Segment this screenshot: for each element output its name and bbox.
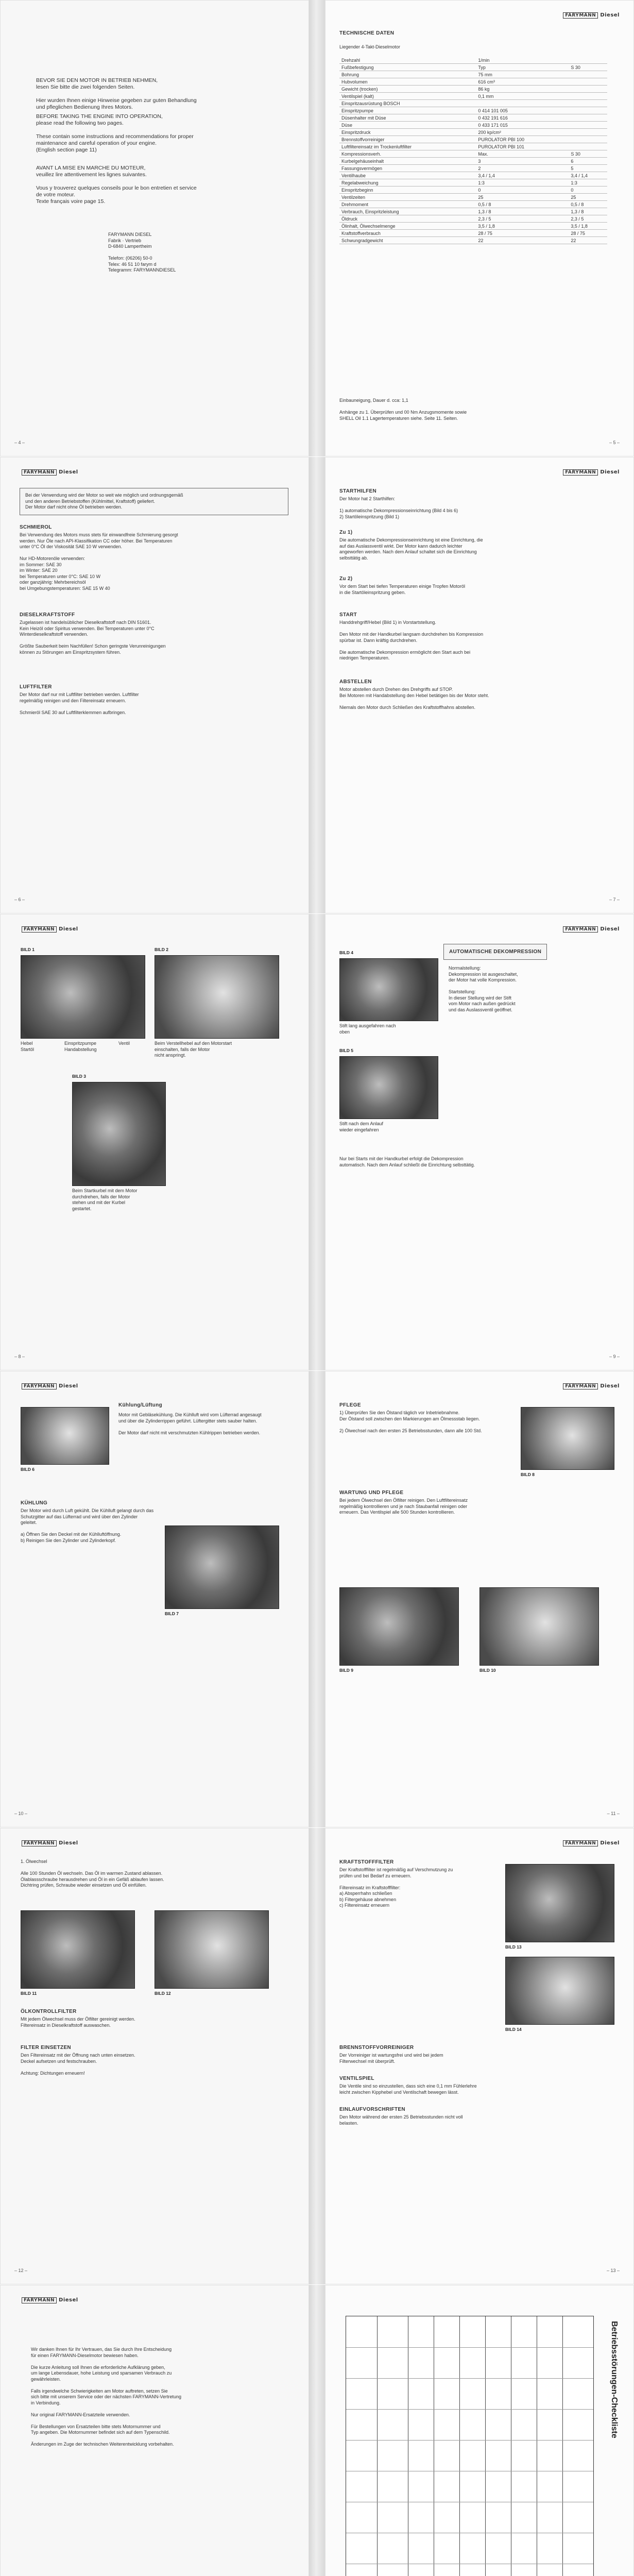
spec-cell <box>569 129 607 136</box>
page-4 <box>0 0 309 456</box>
spec-cell: Ölinhalt, Ölwechselmenge <box>339 223 476 230</box>
spread-2 <box>0 457 634 913</box>
table-rule <box>377 2316 378 2576</box>
section-banner: AUTOMATISCHE DEKOMPRESSION <box>443 944 547 960</box>
spec-cell: 0 414 101 005 <box>476 107 569 114</box>
page-number: – 11 – <box>607 1811 620 1816</box>
section-heading: Kühlung/Lüftung <box>118 1402 163 1408</box>
spread-4 <box>0 1371 634 1827</box>
spec-row <box>339 201 607 208</box>
spec-cell: 3,4 / 1,4 <box>569 172 607 179</box>
spec-cell: 2,3 / 5 <box>476 215 569 223</box>
spec-cell <box>569 71 607 78</box>
page-14 <box>0 2285 309 2576</box>
section-heading: DIESELKRAFTSTOFF <box>20 612 75 618</box>
page-13 <box>325 1828 634 2284</box>
spec-cell: 0,5 / 8 <box>476 201 569 208</box>
spec-cell: Fassungsvermögen <box>339 165 476 172</box>
brand-logo <box>22 1840 78 1846</box>
spec-row <box>339 179 607 187</box>
tech-data-footer: Einbauneigung, Dauer d. cca: 1,1 Anhänge zu 1. Überprüfen und 00 Nm Anzugsmomente sowie SHELL Oil 1.1 Lagertemperaturen siehe. Seite 11. Seiten. <box>339 398 467 421</box>
section-heading: KRAFTSTOFFFILTER <box>339 1859 394 1865</box>
body-text: Der Kraftstofffilter ist regelmäßig auf Verschmutzung zu prüfen und bei Bedarf zu erneuern. Filtereinsatz im Kraftstofffilter: a) Absperrhahn schließen b) Filtergehäuse abnehmen c) Filtereinsatz erneuern <box>339 1867 453 1908</box>
page-10 <box>0 1371 309 1827</box>
spec-cell: Verbrauch, Einspritzleistung <box>339 208 476 215</box>
spec-cell: Kraftstoffverbrauch <box>339 230 476 237</box>
section-heading: ABSTELLEN <box>339 679 372 685</box>
spec-cell: 5 <box>569 165 607 172</box>
spec-cell: 25 <box>476 194 569 201</box>
figure-caption: BILD 9 <box>339 1668 353 1673</box>
body-text: 1. Ölwechsel Alle 100 Stunden Öl wechseln. Das Öl im warmen Zustand ablassen. Ölablassschraube herausdrehen und Öl in ein Gefäß ablaufen lassen. Dichtring prüfen, Schraube wieder einsetzen und Öl einfüllen. <box>21 1859 164 1888</box>
spec-row <box>339 114 607 122</box>
body-text: Den Motor während der ersten 25 Betriebsstunden nicht voll belasten. <box>339 2114 463 2126</box>
body-text: Der Vorreiniger ist wartungsfrei und wird bei jedem Filterwechsel mit überprüft. <box>339 2053 443 2064</box>
gutter <box>309 1828 325 2284</box>
intro-fr: AVANT LA MISE EN MARCHE DU MOTEUR, veuillez lire attentivement les lignes suivantes. Vous y trouverez quelques conseils pour le bon entretien et service de votre moteur. Texte français voire page 15. <box>36 165 197 205</box>
body-text: Die Ventile sind so einzustellen, dass sich eine 0,1 mm Fühlerlehre leicht zwischen Kipphebel und Ventilschaft bewegen lässt. <box>339 2083 477 2095</box>
spec-cell: Regelabweichung <box>339 179 476 187</box>
spec-cell <box>569 143 607 150</box>
gutter <box>309 457 325 913</box>
body-text: Normalstellung: Dekompression ist ausgeschaltet, der Motor hat volle Kompression. Startstellung: In dieser Stellung wird der Stift vom Motor nach außen gedrückt und das Auslassventil geöffnet. <box>449 965 518 1012</box>
gutter <box>309 2285 325 2576</box>
spec-cell: Kurbelgehäuseinhalt <box>339 158 476 165</box>
spec-cell <box>569 86 607 93</box>
engine-photo <box>21 1910 135 1989</box>
brand-mark: FARYMANN <box>22 926 57 933</box>
spec-cell: Düsenhalter mit Düse <box>339 114 476 122</box>
page-number: – 4 – <box>14 440 25 445</box>
section-heading: Zu 2) <box>339 576 353 582</box>
page-number: – 10 – <box>14 1811 28 1816</box>
spec-cell: 1/min <box>476 57 569 64</box>
spec-cell: Fußbefestigung <box>339 64 476 71</box>
brand-word: Diesel <box>59 1383 78 1389</box>
section-text: Motor abstellen durch Drehen des Drehgriffs auf STOP. Bei Motoren mit Handabstellung den Hebel betätigen bis der Motor steht. Niemals den Motor durch Schließen des Kraftstoffhahns abstellen. <box>339 687 489 710</box>
spec-row <box>339 93 607 100</box>
figure-caption: BILD 6 <box>21 1467 35 1472</box>
spec-row <box>339 86 607 93</box>
spec-cell: 86 kg <box>476 86 569 93</box>
engine-photo <box>505 1864 614 1942</box>
spec-cell <box>476 100 569 107</box>
table-rule <box>346 2378 593 2379</box>
spec-cell: 0 433 171 015 <box>476 122 569 129</box>
spec-cell: 75 mm <box>476 71 569 78</box>
section-heading: ÖLKONTROLLFILTER <box>21 2009 77 2014</box>
brand-mark: FARYMANN <box>22 1840 57 1846</box>
figure-caption: BILD 11 <box>21 1991 37 1996</box>
spec-row <box>339 215 607 223</box>
spec-cell: 2,3 / 5 <box>569 215 607 223</box>
spec-row <box>339 187 607 194</box>
spec-cell: Typ <box>476 64 569 71</box>
figure-text: Stift nach dem Anlauf wieder eingefahren <box>339 1121 384 1132</box>
spec-cell: Drehzahl <box>339 57 476 64</box>
page-number: – 13 – <box>606 2268 620 2273</box>
brand-logo <box>563 12 620 19</box>
page-number: – 12 – <box>14 2268 28 2273</box>
intro-de: BEVOR SIE DEN MOTOR IN BETRIEB NEHMEN, lesen Sie bitte die zwei folgenden Seiten. Hier wurden Ihnen einige Hinweise gegeben zur guten Behandlung und pfleglichen Bedienung Ihres Motors. <box>36 77 197 110</box>
engine-photo <box>479 1587 599 1666</box>
spec-cell: 22 <box>476 237 569 244</box>
brand-mark: FARYMANN <box>22 2297 57 2303</box>
spec-cell: Einspritzdruck <box>339 129 476 136</box>
brand-logo <box>563 1383 620 1389</box>
body-text: Der Motor wird durch Luft gekühlt. Die Kühlluft gelangt durch das Schutzgitter auf das Lüfterrad und wird über den Zylinder geleitet. a) Öffnen Sie den Deckel mit der Kühlluftöffnung. b) Reinigen Sie den Zylinder und Zylinderkopf. <box>21 1508 154 1543</box>
spec-cell: Ventilhaube <box>339 172 476 179</box>
gutter <box>309 914 325 1370</box>
engine-photo <box>339 958 438 1021</box>
page-12 <box>0 1828 309 2284</box>
section-heading: Zu 1) <box>339 530 353 535</box>
body-text: Motor mit Gebläsekühlung. Die Kühlluft wird vom Lüfterrad angesaugt und über die Zylinderrippen geführt. Lüftergitter stets sauber halten. Der Motor darf nicht mit verschmutzten Kühlrippen betrieben werden. <box>118 1412 262 1435</box>
brand-word: Diesel <box>600 1840 620 1846</box>
spec-cell: 1:3 <box>569 179 607 187</box>
intro-en: BEFORE TAKING THE ENGINE INTO OPERATION, please read the following two pages. These contain some instructions and recommendations for proper maintenance and careful operation of your engine. (English section page 11) <box>36 113 194 153</box>
spec-cell: 1,3 / 8 <box>569 208 607 215</box>
engine-photo <box>21 955 145 1039</box>
spec-cell <box>569 78 607 86</box>
brand-logo <box>22 469 78 476</box>
brand-word: Diesel <box>600 469 620 475</box>
gutter <box>309 0 325 456</box>
spec-row <box>339 223 607 230</box>
spec-cell: Einspritzausrüstung BOSCH <box>339 100 476 107</box>
spec-cell <box>569 57 607 64</box>
engine-photo <box>21 1407 109 1465</box>
spec-cell <box>569 136 607 143</box>
callout-label: Hebel Startöl <box>21 1041 35 1052</box>
spec-row <box>339 136 607 143</box>
spec-cell: 3 <box>476 158 569 165</box>
spec-cell: 1:3 <box>476 179 569 187</box>
brand-logo <box>22 926 78 933</box>
engine-photo <box>155 955 279 1039</box>
figure-caption: BILD 1 <box>21 947 35 952</box>
spec-cell: Bohrung <box>339 71 476 78</box>
figure-text: Beim Verstellhebel auf den Motorstart einschalten, falls der Motor nicht anspringt. <box>155 1041 232 1058</box>
spec-cell <box>569 93 607 100</box>
engine-photo <box>339 1056 438 1119</box>
page-11 <box>325 1371 634 1827</box>
spec-cell <box>569 122 607 129</box>
spec-cell: Einspritzpumpe <box>339 107 476 114</box>
spec-cell: 2 <box>476 165 569 172</box>
brand-logo <box>563 469 620 476</box>
brand-word: Diesel <box>59 2297 78 2303</box>
section-heading: WARTUNG UND PFLEGE <box>339 1490 404 1496</box>
section-text: Der Motor darf nur mit Luftfilter betrieben werden. Luftfilter regelmäßig reinigen und den Filtereinsatz erneuern. Schmieröl SAE 30 auf Luftfilterklemmen aufbringen. <box>20 692 139 715</box>
section-text: Der Motor hat 2 Starthilfen: 1) automatische Dekompressionseinrichtung (Bild 4 bis 6) 2) Startöleinspritzung (Bild 1) <box>339 496 458 519</box>
spec-cell: 3,5 / 1,8 <box>569 223 607 230</box>
brand-word: Diesel <box>59 926 78 932</box>
spec-cell: S 30 <box>569 64 607 71</box>
figure-caption: BILD 7 <box>165 1611 179 1616</box>
table-rule <box>485 2316 486 2576</box>
brand-word: Diesel <box>600 926 620 932</box>
intro-box: Bei der Verwendung wird der Motor so weit wie möglich und ordnungsgemäß und den anderen Betriebstoffen (Kühlmittel, Kraftstoff) geliefert. Der Motor darf nicht ohne Öl betrieben werden. <box>20 488 288 515</box>
section-heading: BRENNSTOFFVORREINIGER <box>339 2045 414 2050</box>
body-text: Den Filtereinsatz mit der Öffnung nach unten einsetzen. Deckel aufsetzen und festschrauben. Achtung: Dichtungen erneuern! <box>21 2053 135 2076</box>
spec-row <box>339 107 607 114</box>
page-7 <box>325 457 634 913</box>
spec-cell: Hubvolumen <box>339 78 476 86</box>
spec-row <box>339 71 607 78</box>
section-heading: KÜHLUNG <box>21 1500 48 1506</box>
figure-caption: BILD 13 <box>505 1944 522 1950</box>
brand-mark: FARYMANN <box>22 1383 57 1389</box>
figure-text: Beim Startkurbel mit dem Motor durchdrehen, falls der Motor stehen und mit der Kurbel gestartet. <box>72 1188 138 1211</box>
section-heading: FILTER EINSETZEN <box>21 2045 71 2050</box>
spec-cell: Kompressionsverh. <box>339 150 476 158</box>
section-text: Bei Verwendung des Motors muss stets für einwandfreie Schmierung gesorgt werden. Nur Öle nach API-Klassifikation CC oder höher. Bei Temperaturen unter 0°C Öl der Viskosität SAE 10 W verwenden. Nur HD-Motorenöle verwenden: im Sommer: SAE 30 im Winter: SAE 20 bei Temperaturen unter 0°C: SAE 10 W oder ganzjährig: Mehrbereichsöl bei Umgebungstemperaturen: SAE 15 W 40 <box>20 532 178 591</box>
closing-text: Wir danken Ihnen für Ihr Vertrauen, das Sie durch Ihre Entscheidung für einen FARYMANN-Dieselmotor bewiesen haben. Die kurze Anleitung soll Ihnen die erforderliche Aufklärung geben, um lange Lebensdauer, hohe Leistung und sparsamen Verbrauch zu gewährleisten. Falls irgendwelche Schwierigkeiten am Motor auftreten, setzen Sie sich bitte mit unserem Service oder der nächsten FARYMANN-Vertretung in Verbindung. Nur original FARYMANN-Ersatzteile verwenden. Für Bestellungen von Ersatzteilen bitte stets Motornummer und Typ angeben. Die Motornummer befindet sich auf dem Typenschild. Änderungen im Zuge der technischen Weiterentwicklung vorbehalten. <box>31 2347 181 2447</box>
spec-cell <box>569 114 607 122</box>
figure-caption: BILD 4 <box>339 950 353 955</box>
section-heading: START <box>339 612 357 618</box>
callout-label: Einspritzpumpe Handabstellung <box>64 1041 97 1052</box>
table-rule <box>346 2440 593 2441</box>
spec-cell: 3,5 / 1,8 <box>476 223 569 230</box>
page-15 <box>325 2285 634 2576</box>
brand-logo <box>563 1840 620 1846</box>
spec-cell: 22 <box>569 237 607 244</box>
spec-cell: Einspritzbeginn <box>339 187 476 194</box>
page-9 <box>325 914 634 1370</box>
spec-row <box>339 230 607 237</box>
page-6 <box>0 457 309 913</box>
brand-mark: FARYMANN <box>563 1383 598 1389</box>
tech-data-title: TECHNISCHE DATEN <box>339 30 395 36</box>
spec-cell: 25 <box>569 194 607 201</box>
body-text: 1) Überprüfen Sie den Ölstand täglich vor Inbetriebnahme. Der Ölstand soll zwischen den Markierungen am Ölmessstab liegen. 2) Ölwechsel nach den ersten 25 Betriebsstunden, dann alle 100 Std. <box>339 1410 482 1433</box>
spec-cell: 0 <box>569 187 607 194</box>
spec-cell: 0,1 mm <box>476 93 569 100</box>
callout-label: Ventil <box>118 1041 130 1046</box>
engine-photo <box>165 1526 279 1609</box>
spread-5 <box>0 1828 634 2284</box>
section-heading: EINLAUFVORSCHRIFTEN <box>339 2107 405 2112</box>
brand-mark: FARYMANN <box>563 1840 598 1846</box>
figure-caption: BILD 10 <box>479 1668 496 1673</box>
spec-row <box>339 57 607 64</box>
figure-caption: BILD 3 <box>72 1074 86 1079</box>
troubleshooting-checklist <box>346 2316 594 2576</box>
figure-caption: BILD 5 <box>339 1048 353 1053</box>
page-number: – 5 – <box>609 440 620 445</box>
spec-cell: S 30 <box>569 150 607 158</box>
section-text: Zugelassen ist handelsüblicher Dieselkraftstoff nach DIN 51601. Kein Heizöl oder Spiritus verwenden. Bei Temperaturen unter 0°C Winterdieselkraftstoff verwenden. Größte Sauberkeit beim Nachfüllen! Schon geringste Verunreinigungen können zu Störungen am Einspritzsystem führen. <box>20 620 166 655</box>
spec-cell: Schwungradgewicht <box>339 237 476 244</box>
page-number: – 7 – <box>609 897 620 902</box>
table-rule <box>562 2316 563 2576</box>
spec-cell: 1,3 / 8 <box>476 208 569 215</box>
gutter <box>309 1371 325 1827</box>
engine-photo <box>521 1407 614 1470</box>
spec-cell: Ventilzeiten <box>339 194 476 201</box>
spec-row <box>339 78 607 86</box>
figure-caption: BILD 2 <box>155 947 168 952</box>
spec-cell: Ventilspiel (kalt) <box>339 93 476 100</box>
spec-cell: PUROLATOR PBI 100 <box>476 136 569 143</box>
spread-6 <box>0 2285 634 2576</box>
engine-photo <box>505 1957 614 2025</box>
tech-data-subtitle: Liegender 4-Takt-Dieselmotor <box>339 44 401 49</box>
spec-row <box>339 172 607 179</box>
checklist-title: Betriebsstörungen-Checkliste <box>610 2321 619 2438</box>
spec-cell: 200 kp/cm² <box>476 129 569 136</box>
spec-cell: Drehmoment <box>339 201 476 208</box>
spec-cell <box>569 107 607 114</box>
body-text: Nur bei Starts mit der Handkurbel erfolgt die Dekompression automatisch. Nach dem Anlauf schließt die Einrichtung selbsttätig. <box>339 1156 475 1167</box>
spec-row <box>339 158 607 165</box>
spec-cell: Öldruck <box>339 215 476 223</box>
spec-cell: PUROLATOR PBI 101 <box>476 143 569 150</box>
spec-row <box>339 129 607 136</box>
spec-table <box>339 57 607 244</box>
spec-cell: Luftfiltereinsatz im Trockenluftfilter <box>339 143 476 150</box>
spec-row <box>339 194 607 201</box>
brand-word: Diesel <box>600 1383 620 1389</box>
spec-row <box>339 208 607 215</box>
section-text: Die automatische Dekompressionseinrichtung ist eine Einrichtung, die auf das Auslassventil wirkt. Der Motor kann dadurch leichter angeworfen werden. Nach dem Anlauf schaltet sich die Einrichtung selbsttätig ab. <box>339 537 483 561</box>
section-heading: VENTILSPIEL <box>339 2076 374 2081</box>
brand-logo <box>22 2297 78 2303</box>
page-number: – 8 – <box>14 1354 25 1359</box>
table-rule <box>346 2347 593 2348</box>
brand-word: Diesel <box>59 469 78 475</box>
page-number: – 6 – <box>14 897 25 902</box>
brand-logo <box>563 926 620 933</box>
spec-cell: 6 <box>569 158 607 165</box>
spec-cell: 0 <box>476 187 569 194</box>
page-8 <box>0 914 309 1370</box>
spread-3 <box>0 914 634 1370</box>
spec-row <box>339 64 607 71</box>
table-rule <box>459 2316 460 2576</box>
section-heading: SCHMIEROL <box>20 524 52 530</box>
brand-logo <box>22 1383 78 1389</box>
spec-cell: Brennstoffvorreiniger <box>339 136 476 143</box>
spec-row <box>339 122 607 129</box>
spec-cell: 28 / 75 <box>569 230 607 237</box>
brand-mark: FARYMANN <box>563 926 598 933</box>
figure-caption: BILD 8 <box>521 1472 535 1477</box>
spec-cell: Gewicht (trocken) <box>339 86 476 93</box>
section-heading: STARTHILFEN <box>339 488 376 494</box>
spread-1 <box>0 0 634 456</box>
figure-text: Stift lang ausgefahren nach oben <box>339 1023 396 1035</box>
engine-photo <box>339 1587 459 1666</box>
page-number: – 9 – <box>609 1354 620 1359</box>
body-text: Bei jedem Ölwechsel den Ölfilter reinigen. Den Luftfiltereinsatz regelmäßig kontrollieren und je nach Staubanfall reinigen oder erneuern. Das Ventilspiel alle 500 Stunden kontrollieren. <box>339 1498 468 1515</box>
figure-caption: BILD 12 <box>155 1991 171 1996</box>
section-text: Vor dem Start bei tiefen Temperaturen einige Tropfen Motoröl in die Startöleinspritzung geben. <box>339 584 465 595</box>
spec-cell: 28 / 75 <box>476 230 569 237</box>
page-5 <box>325 0 634 456</box>
spec-cell: 616 cm³ <box>476 78 569 86</box>
section-text: Handdrehgriff/Hebel (Bild 1) in Vorstartstellung. Den Motor mit der Handkurbel langsam durchdrehen bis Kompression spürbar ist. Dann kräftig durchdrehen. Die automatische Dekompression ermöglicht den Start auch bei niedrigen Temperaturen. <box>339 620 484 660</box>
table-rule <box>346 2409 593 2410</box>
spec-row <box>339 165 607 172</box>
spec-row <box>339 237 607 244</box>
spec-cell: 0 432 191 616 <box>476 114 569 122</box>
brand-mark: FARYMANN <box>22 469 57 476</box>
body-text: Mit jedem Ölwechsel muss der Ölfilter gereinigt werden. Filtereinsatz in Dieselkraftstoff auswaschen. <box>21 2016 135 2028</box>
section-heading: PFLEGE <box>339 1402 361 1408</box>
spec-cell: Düse <box>339 122 476 129</box>
brand-mark: FARYMANN <box>563 469 598 476</box>
brand-word: Diesel <box>59 1840 78 1846</box>
contact-block: FARYMANN DIESEL Fabrik · Vertrieb D-6840 Lampertheim Telefon: (06206) 50-0 Telex: 46 51 10 farym d Telegramm: FARYMANNDIESEL <box>108 232 176 273</box>
spec-row <box>339 143 607 150</box>
spec-cell: Max. <box>476 150 569 158</box>
spec-cell <box>569 100 607 107</box>
brand-word: Diesel <box>600 12 620 18</box>
section-heading: LUFTFILTER <box>20 684 52 690</box>
spec-cell: 0,5 / 8 <box>569 201 607 208</box>
engine-photo <box>155 1910 269 1989</box>
spec-cell: 3,4 / 1,4 <box>476 172 569 179</box>
spec-row <box>339 150 607 158</box>
figure-caption: BILD 14 <box>505 2027 522 2032</box>
spec-row <box>339 100 607 107</box>
brand-mark: FARYMANN <box>563 12 598 19</box>
engine-photo <box>72 1082 166 1186</box>
